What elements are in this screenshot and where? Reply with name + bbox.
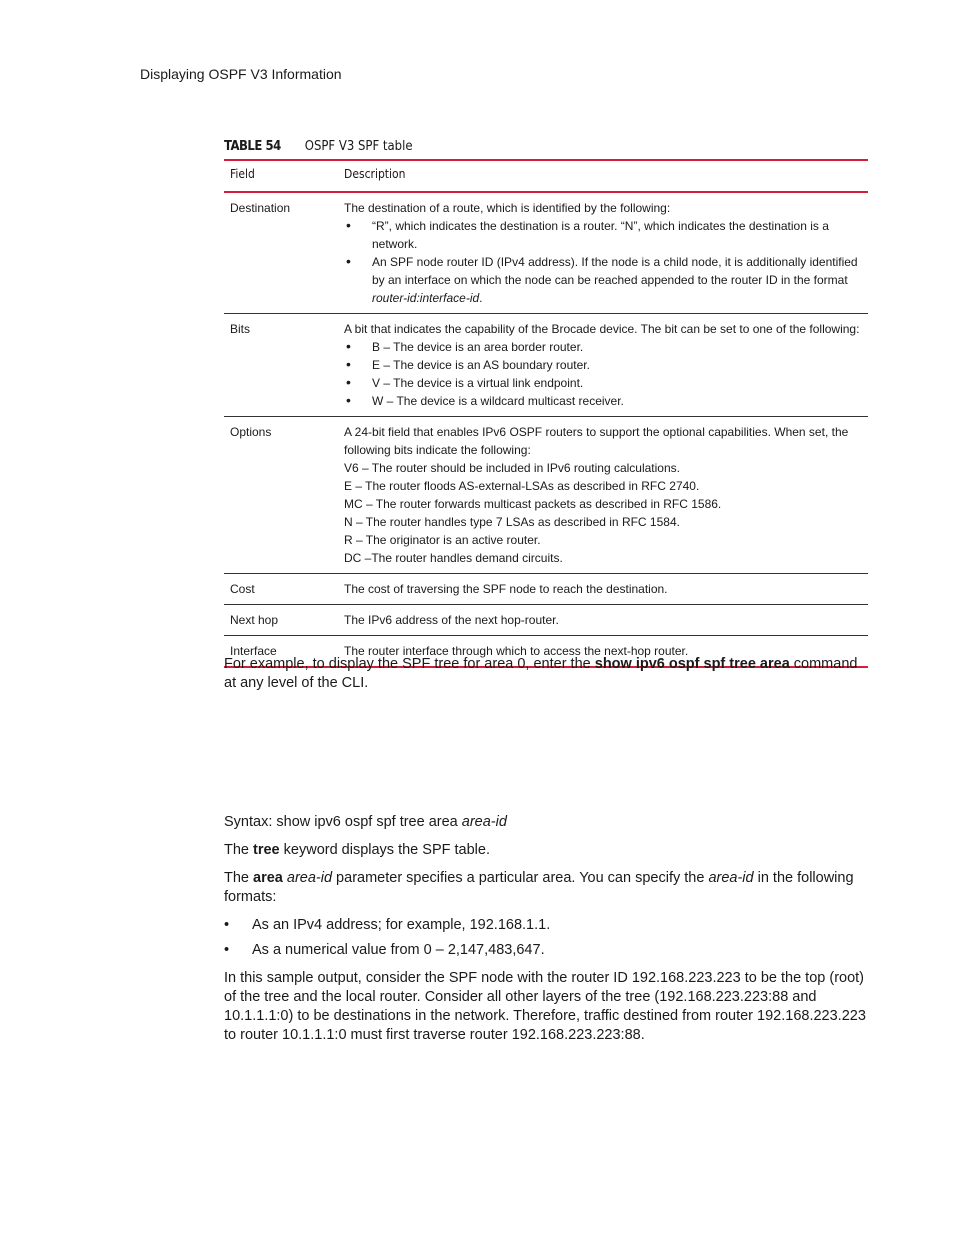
bullet-icon: • <box>346 374 351 390</box>
description-intro: The destination of a route, which is identified by the following: <box>344 201 671 215</box>
description-cell <box>337 192 868 314</box>
option-line: E – The router floods AS-external-LSAs as described in RFC 2740. <box>344 479 700 493</box>
bullet-list <box>344 338 862 410</box>
table-row-options <box>224 417 868 574</box>
list-item: • “R”, which indicates the destination is a router. “N”, which indicates the destination is a network. <box>346 217 829 251</box>
field-cell: Options <box>224 417 337 574</box>
syntax-line <box>224 813 868 832</box>
list-item: • V – The device is a virtual link endpoint. <box>346 374 584 390</box>
field-cell: Interface <box>224 636 337 668</box>
option-line: R – The originator is an active router. <box>344 533 541 547</box>
option-line: MC – The router forwards multicast packets as described in RFC 1586. <box>344 497 722 511</box>
bullet-icon: • <box>346 338 351 354</box>
list-item: • E – The device is an AS boundary router. <box>346 356 590 372</box>
list-item: • W – The device is a wildcard multicast receiver. <box>346 392 624 408</box>
description-cell: The router interface through which to access the next-hop router. <box>337 636 868 668</box>
keyword-tree: tree <box>253 842 280 858</box>
description-cell <box>337 314 868 417</box>
field-cell: Destination <box>224 192 337 314</box>
bullet-icon: • <box>224 942 230 958</box>
keyword-area: area <box>253 870 283 886</box>
table-row-destination <box>224 192 868 314</box>
tree-paragraph: The tree keyword displays the SPF table. <box>224 842 490 858</box>
description-cell: The cost of traversing the SPF node to reach the destination. <box>337 574 868 605</box>
bullet-icon: • <box>346 217 351 233</box>
bullet-icon: • <box>346 356 351 372</box>
sample-paragraph: In this sample output, consider the SPF node with the router ID 192.168.223.223 to be the top (root) of the tree and the local router. Consider all other layers of the tree (192.168.223.223:88 and 10.1.1.1:0) to be destinations in the network. Therefore, traffic destined from router 192.168.223.223 to router 10.1.1.1:0 must first traverse router 192.168.223.223:88. <box>224 970 866 1043</box>
syntax-command: Syntax: show ipv6 ospf spf tree area <box>224 814 462 830</box>
area-paragraph: The area area-id parameter specifies a particular area. You can specify the area-id in the following formats: <box>224 870 854 905</box>
syntax-param: area-id <box>461 814 507 830</box>
table-row-next-hop <box>224 605 868 636</box>
description-cell: The IPv6 address of the next hop-router. <box>337 605 868 636</box>
option-line: V6 – The router should be included in IPv6 routing calculations. <box>344 461 680 475</box>
table-row-cost <box>224 574 868 605</box>
ospf-spf-table <box>224 159 868 668</box>
option-line: DC –The router handles demand circuits. <box>344 551 563 565</box>
bullet-icon: • <box>224 917 230 933</box>
bullet-icon: • <box>346 392 351 408</box>
table-number: TABLE 54 <box>224 139 281 154</box>
description-cell <box>337 417 868 574</box>
field-cell: Next hop <box>224 605 337 636</box>
example-paragraph: For example, to display the SPF tree for area 0, enter the show ipv6 ospf spf tree area command at any level of the CLI. <box>224 656 858 691</box>
format-example: router-id:interface-id <box>372 291 480 305</box>
description-intro: A bit that indicates the capability of the Brocade device. The bit can be set to one of the following: <box>344 322 860 336</box>
table-row-bits <box>224 314 868 417</box>
description-intro: A 24-bit field that enables IPv6 OSPF routers to support the optional capabilities. When set, the following bits indicate the following: <box>344 425 849 457</box>
option-line: N – The router handles type 7 LSAs as described in RFC 1584. <box>344 515 680 529</box>
command-text: show ipv6 ospf spf tree area <box>594 656 790 672</box>
bullet-icon: • <box>346 253 351 269</box>
table-header-row <box>224 160 868 192</box>
field-cell: Cost <box>224 574 337 605</box>
bullet-list <box>344 217 862 307</box>
column-header-field: Field <box>224 160 337 192</box>
list-item: • An SPF node router ID (IPv4 address). If the node is a child node, it is additionally identified by an interface on which the node can be reached appended to the router ID in the format router-id:interface-id. <box>346 253 858 305</box>
field-cell: Bits <box>224 314 337 417</box>
table-title: OSPF V3 SPF table <box>304 139 413 154</box>
table-caption <box>224 139 413 154</box>
column-header-description: Description <box>337 160 868 192</box>
list-item: • B – The device is an area border router. <box>346 338 584 354</box>
running-header: Displaying OSPF V3 Information <box>140 66 342 82</box>
